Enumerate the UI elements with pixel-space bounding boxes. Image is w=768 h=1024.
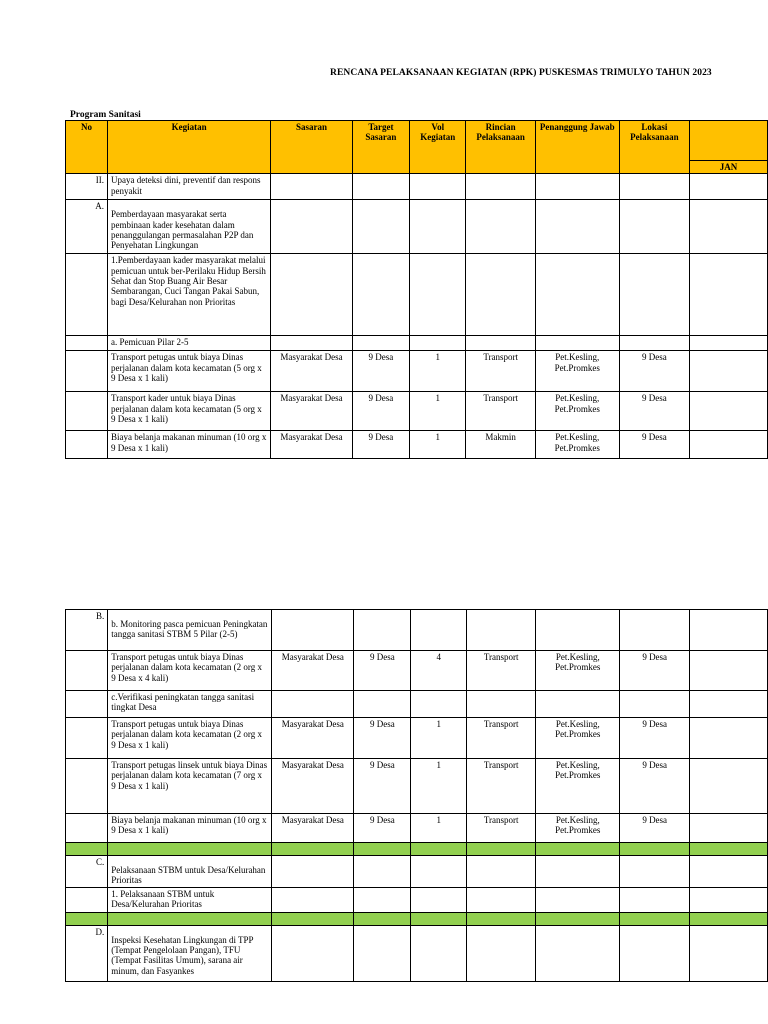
cell-kegiatan: c.Verifikasi peningkatan tangga sanitasi tingkat Desa [108, 691, 272, 718]
cell-rincian [467, 856, 536, 888]
separator-cell [354, 912, 411, 925]
rpk-table-top [65, 120, 768, 459]
cell-rincian [467, 610, 536, 651]
cell-lokasi [620, 887, 690, 912]
cell-sasaran [271, 254, 353, 336]
cell-lokasi [619, 254, 689, 336]
cell-penanggung-jawab: Pet.Kesling, Pet.Promkes [536, 651, 620, 691]
table-row [66, 351, 768, 392]
cell-no: D. [66, 925, 108, 981]
table-row [66, 759, 768, 814]
cell-lokasi: 9 Desa [620, 759, 690, 814]
cell-target-sasaran: 9 Desa [354, 759, 411, 814]
cell-no [66, 691, 108, 718]
cell-vol-kegiatan: 1 [410, 351, 466, 392]
cell-target-sasaran: 9 Desa [354, 718, 411, 759]
cell-sasaran [272, 856, 354, 888]
cell-sasaran [272, 610, 354, 651]
cell-penanggung-jawab [536, 925, 620, 981]
cell-rincian [467, 691, 536, 718]
cell-month-jan [690, 174, 768, 200]
cell-sasaran: Masyarakat Desa [272, 759, 354, 814]
cell-penanggung-jawab: Pet.Kesling, Pet.Promkes [536, 718, 620, 759]
table-row [66, 392, 768, 431]
header-no: No [66, 121, 108, 174]
cell-target-sasaran [352, 336, 409, 351]
cell-target-sasaran [352, 200, 409, 254]
kegiatan-text: Pemberdayaan masyarakat serta pembinaan kader kesehatan dalam penanggulangan permasalahan P2P dan Penyehatan Lingkungan [111, 209, 254, 251]
cell-no: A. [66, 200, 108, 254]
table-row [66, 174, 768, 200]
cell-no [66, 254, 108, 336]
separator-cell [108, 843, 272, 856]
cell-sasaran: Masyarakat Desa [271, 392, 353, 431]
header-sasaran: Sasaran [271, 121, 353, 174]
header-month-group [690, 121, 768, 161]
cell-vol-kegiatan: 4 [411, 651, 467, 691]
cell-vol-kegiatan [410, 254, 466, 336]
cell-rincian [466, 200, 535, 254]
document-title: RENCANA PELAKSANAAN KEGIATAN (RPK) PUSKESMAS TRIMULYO TAHUN 2023 [330, 68, 712, 78]
cell-lokasi [620, 691, 690, 718]
cell-penanggung-jawab: Pet.Kesling, Pet.Promkes [536, 814, 620, 843]
cell-target-sasaran: 9 Desa [354, 814, 411, 843]
cell-month-jan [690, 718, 768, 759]
cell-target-sasaran [354, 925, 411, 981]
cell-no [66, 759, 108, 814]
cell-lokasi [620, 925, 690, 981]
cell-sasaran [272, 887, 354, 912]
separator-cell [411, 912, 467, 925]
kegiatan-text: Pelaksanaan STBM untuk Desa/Kelurahan Prioritas [111, 865, 266, 886]
header-penanggung-jawab: Penanggung Jawab [535, 121, 619, 174]
header-rincian-pelaksanaan: Rincian Pelaksanaan [466, 121, 535, 174]
cell-kegiatan [108, 200, 271, 254]
cell-target-sasaran [354, 887, 411, 912]
cell-month-jan [690, 431, 768, 459]
cell-rincian: Transport [466, 351, 535, 392]
cell-lokasi [620, 610, 690, 651]
cell-month-jan [690, 254, 768, 336]
separator-row [66, 843, 768, 856]
program-label: Program Sanitasi [70, 110, 141, 120]
cell-sasaran: Masyarakat Desa [272, 718, 354, 759]
separator-row [66, 912, 768, 925]
separator-cell [66, 912, 108, 925]
table-row [66, 200, 768, 254]
cell-kegiatan: 1.Pemberdayaan kader masyarakat melalui pemicuan untuk ber-Perilaku Hidup Bersih Sehat dan Stop Buang Air Besar Sembarangan, Cuci Tangan Pakai Sabun, bagi Desa/Kelurahan non Prioritas [108, 254, 271, 336]
separator-cell [354, 843, 411, 856]
cell-kegiatan: 1. Pelaksanaan STBM untuk Desa/Kelurahan Prioritas [108, 887, 272, 912]
cell-rincian [467, 887, 536, 912]
table-row [66, 856, 768, 888]
cell-vol-kegiatan [411, 610, 467, 651]
cell-lokasi [619, 174, 689, 200]
cell-target-sasaran [354, 856, 411, 888]
cell-sasaran [271, 174, 353, 200]
cell-penanggung-jawab [536, 856, 620, 888]
cell-penanggung-jawab: Pet.Kesling, Pet.Promkes [535, 431, 619, 459]
cell-month-jan [690, 759, 768, 814]
cell-vol-kegiatan [411, 887, 467, 912]
cell-month-jan [690, 200, 768, 254]
cell-vol-kegiatan [410, 174, 466, 200]
separator-cell [272, 843, 354, 856]
header-target-sasaran: Target Sasaran [352, 121, 409, 174]
separator-cell [690, 912, 768, 925]
separator-cell [620, 912, 690, 925]
cell-vol-kegiatan: 1 [410, 431, 466, 459]
cell-kegiatan: Transport petugas linsek untuk biaya Dinas perjalanan dalam kota kecamatan (7 org x 9 Desa x 1 kali) [108, 759, 272, 814]
cell-vol-kegiatan [410, 200, 466, 254]
cell-no [66, 431, 108, 459]
cell-lokasi: 9 Desa [620, 651, 690, 691]
cell-rincian: Transport [467, 759, 536, 814]
cell-sasaran: Masyarakat Desa [271, 431, 353, 459]
cell-rincian: Transport [467, 651, 536, 691]
separator-cell [411, 843, 467, 856]
cell-no [66, 887, 108, 912]
cell-target-sasaran [352, 174, 409, 200]
cell-penanggung-jawab: Pet.Kesling, Pet.Promkes [535, 392, 619, 431]
cell-kegiatan [108, 610, 272, 651]
rpk-table-top-body [66, 174, 768, 459]
cell-lokasi: 9 Desa [620, 814, 690, 843]
cell-rincian [466, 174, 535, 200]
cell-penanggung-jawab: Pet.Kesling, Pet.Promkes [536, 759, 620, 814]
separator-cell [272, 912, 354, 925]
cell-month-jan [690, 610, 768, 651]
separator-cell [66, 843, 108, 856]
cell-target-sasaran: 9 Desa [354, 651, 411, 691]
cell-sasaran [272, 925, 354, 981]
rpk-table-bottom [65, 609, 768, 982]
cell-penanggung-jawab [535, 336, 619, 351]
table-row [66, 925, 768, 981]
cell-lokasi [620, 856, 690, 888]
cell-rincian [466, 254, 535, 336]
table-row [66, 431, 768, 459]
cell-penanggung-jawab: Pet.Kesling, Pet.Promkes [535, 351, 619, 392]
cell-lokasi [619, 200, 689, 254]
kegiatan-text: b. Monitoring pasca pemicuan Peningkatan tangga sanitasi STBM 5 Pilar (2-5) [111, 619, 268, 640]
cell-kegiatan: Transport petugas untuk biaya Dinas perjalanan dalam kota kecamatan (2 org x 9 Desa x 1 kali) [108, 718, 272, 759]
header-kegiatan: Kegiatan [108, 121, 271, 174]
separator-cell [536, 912, 620, 925]
cell-target-sasaran: 9 Desa [352, 392, 409, 431]
cell-sasaran [271, 336, 353, 351]
cell-no [66, 814, 108, 843]
header-month-jan: JAN [690, 161, 768, 174]
cell-rincian: Transport [466, 392, 535, 431]
cell-month-jan [690, 651, 768, 691]
separator-cell [467, 912, 536, 925]
cell-vol-kegiatan: 1 [411, 759, 467, 814]
cell-penanggung-jawab [536, 691, 620, 718]
cell-no: II. [66, 174, 108, 200]
table-row [66, 651, 768, 691]
cell-rincian [467, 925, 536, 981]
cell-kegiatan [108, 856, 272, 888]
cell-target-sasaran [352, 254, 409, 336]
cell-month-jan [690, 887, 768, 912]
cell-kegiatan: a. Pemicuan Pilar 2-5 [108, 336, 271, 351]
cell-sasaran: Masyarakat Desa [271, 351, 353, 392]
cell-month-jan [690, 336, 768, 351]
cell-kegiatan: Transport kader untuk biaya Dinas perjalanan dalam kota kecamatan (5 org x 9 Desa x 1 kali) [108, 392, 271, 431]
table-row [66, 887, 768, 912]
separator-cell [108, 912, 272, 925]
cell-lokasi: 9 Desa [619, 351, 689, 392]
cell-no: C. [66, 856, 108, 888]
cell-lokasi: 9 Desa [620, 718, 690, 759]
kegiatan-text: Inspeksi Kesehatan Lingkungan di TPP (Tempat Pengelolaan Pangan), TFU (Tempat Fasilitas Umum), sarana air minum, dan Fasyankes [111, 934, 254, 976]
cell-vol-kegiatan: 1 [411, 718, 467, 759]
cell-no: B. [66, 610, 108, 651]
separator-cell [536, 843, 620, 856]
cell-no [66, 718, 108, 759]
cell-no [66, 392, 108, 431]
cell-sasaran: Masyarakat Desa [272, 814, 354, 843]
cell-vol-kegiatan: 1 [410, 392, 466, 431]
cell-penanggung-jawab [535, 254, 619, 336]
cell-kegiatan: Transport petugas untuk biaya Dinas perjalanan dalam kota kecamatan (2 org x 9 Desa x 4 kali) [108, 651, 272, 691]
cell-kegiatan: Transport petugas untuk biaya Dinas perjalanan dalam kota kecamatan (5 org x 9 Desa x 1 kali) [108, 351, 271, 392]
cell-month-jan [690, 856, 768, 888]
table-row [66, 336, 768, 351]
cell-month-jan [690, 814, 768, 843]
cell-sasaran [271, 200, 353, 254]
table-row [66, 814, 768, 843]
cell-rincian: Transport [467, 718, 536, 759]
separator-cell [690, 843, 768, 856]
cell-target-sasaran [354, 691, 411, 718]
rpk-table-bottom-body [66, 610, 768, 982]
table-row [66, 254, 768, 336]
cell-kegiatan [108, 925, 272, 981]
header-vol-kegiatan: Vol Kegiatan [410, 121, 466, 174]
table-row [66, 691, 768, 718]
cell-penanggung-jawab [535, 200, 619, 254]
cell-vol-kegiatan: 1 [411, 814, 467, 843]
cell-rincian: Transport [467, 814, 536, 843]
table-row [66, 718, 768, 759]
cell-lokasi: 9 Desa [619, 431, 689, 459]
cell-rincian: Makmin [466, 431, 535, 459]
cell-vol-kegiatan [411, 691, 467, 718]
cell-rincian [466, 336, 535, 351]
cell-vol-kegiatan [411, 925, 467, 981]
cell-month-jan [690, 392, 768, 431]
cell-no [66, 336, 108, 351]
header-lokasi-pelaksanaan: Lokasi Pelaksanaan [619, 121, 689, 174]
cell-no [66, 351, 108, 392]
cell-target-sasaran: 9 Desa [352, 431, 409, 459]
cell-vol-kegiatan [411, 856, 467, 888]
cell-kegiatan: Biaya belanja makanan minuman (10 org x 9 Desa x 1 kali) [108, 431, 271, 459]
cell-lokasi [619, 336, 689, 351]
cell-lokasi: 9 Desa [619, 392, 689, 431]
cell-penanggung-jawab [536, 887, 620, 912]
separator-cell [620, 843, 690, 856]
cell-penanggung-jawab [535, 174, 619, 200]
cell-sasaran [272, 691, 354, 718]
cell-month-jan [690, 691, 768, 718]
cell-kegiatan: Upaya deteksi dini, preventif dan respons penyakit [108, 174, 271, 200]
cell-month-jan [690, 351, 768, 392]
table-row [66, 610, 768, 651]
cell-target-sasaran: 9 Desa [352, 351, 409, 392]
cell-target-sasaran [354, 610, 411, 651]
separator-cell [467, 843, 536, 856]
cell-penanggung-jawab [536, 610, 620, 651]
cell-vol-kegiatan [410, 336, 466, 351]
cell-sasaran: Masyarakat Desa [272, 651, 354, 691]
cell-kegiatan: Biaya belanja makanan minuman (10 org x 9 Desa x 1 kali) [108, 814, 272, 843]
cell-no [66, 651, 108, 691]
cell-month-jan [690, 925, 768, 981]
